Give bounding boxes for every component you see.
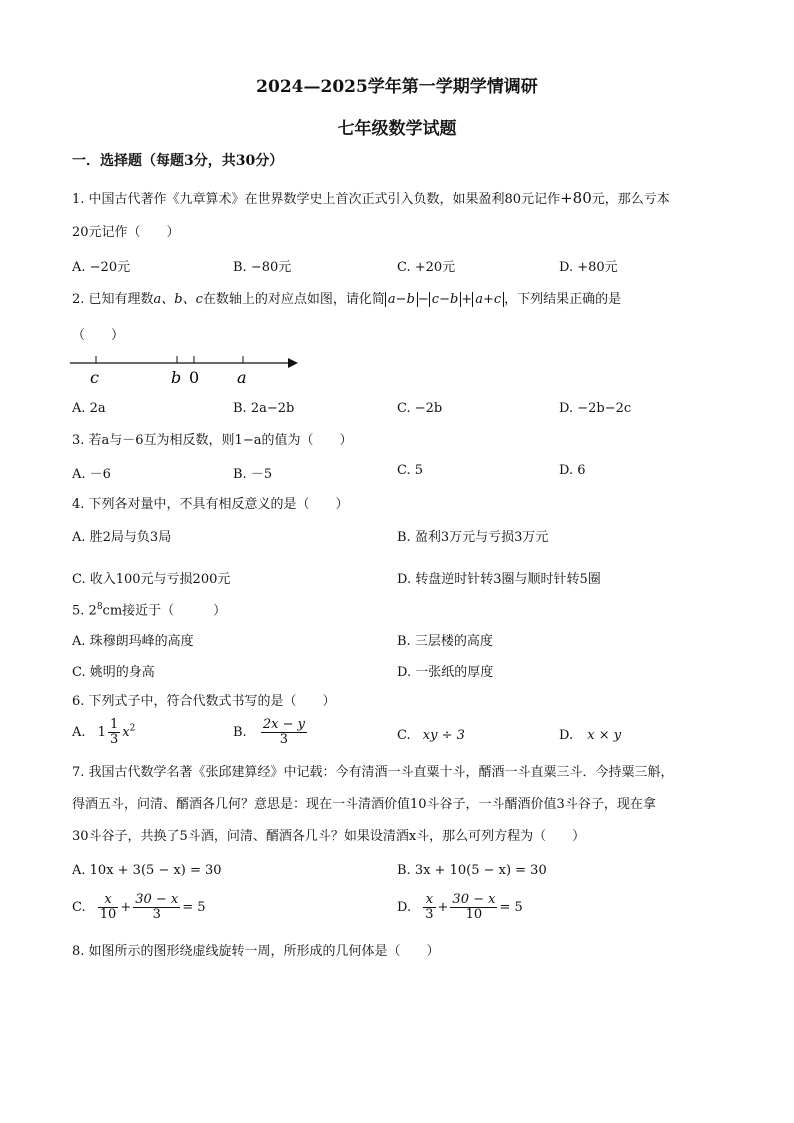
q7-d-d2: 10 [465, 907, 483, 922]
q2-abs-3: a+c [472, 292, 504, 307]
q1-text-b: 元，那么亏本 [591, 192, 670, 207]
q5-option-c[interactable]: C. 姚明的身高 [72, 665, 155, 680]
q7-c-label: C. [72, 900, 86, 915]
q2-abs-2: c−b [429, 292, 462, 307]
q2-option-c[interactable]: C. −2b [397, 401, 443, 416]
question-7-line3: 30斗谷子，共换了5斗酒，问清、醑酒各几斗？如果设清酒x斗，那么可列方程为（ ） [72, 829, 586, 844]
q6-option-d[interactable] [559, 728, 621, 743]
q1-option-b[interactable]: B. −80元 [233, 260, 292, 275]
q6-b-den: 3 [279, 732, 289, 747]
question-6: 6. 下列式子中，符合代数式书写的是（ ） [72, 694, 336, 709]
q7-option-b[interactable]: B. 3x + 10(5 − x) = 30 [397, 863, 547, 878]
q6-a-whole: 1 [97, 725, 106, 740]
q1-option-a[interactable]: A. −20元 [72, 260, 131, 275]
q7-d-n2: 30 − x [452, 892, 496, 907]
q3-option-c[interactable]: C. 5 [397, 463, 424, 478]
q6-a-label: A. [72, 725, 86, 740]
q7-c-frac2 [133, 893, 180, 922]
q3-option-b[interactable]: B. －5 [233, 467, 273, 482]
q5-option-a[interactable]: A. 珠穆朗玛峰的高度 [72, 634, 194, 649]
q6-a-var: x [122, 725, 130, 740]
q6-option-c[interactable] [397, 728, 465, 743]
q7-option-c[interactable]: C. $\frac{x}{10}$ + $\frac{30 - x}{3}$ = 5 [72, 892, 206, 922]
question-7-line1: 7. 我国古代数学名著《张邱建算经》中记载：今有清酒一斗直粟十斗，醑酒一斗直粟三斗．今持粟三斛， [72, 765, 674, 780]
question-2: 2. 已知有理数a、b、c在数轴上的对应点如图，请化简 a−b − c−b + a+c ，下列结果正确的是 [72, 292, 622, 307]
question-7-line2: 得酒五斗，问清、醑酒各几何？意思是：现在一斗清酒价值10斗谷子，一斗醑酒价值3斗谷子，现在拿 [72, 797, 656, 812]
q6-a-exp: 2 [129, 723, 136, 734]
q1-option-d[interactable]: D. +80元 [559, 260, 618, 275]
q7-c-d2: 3 [152, 907, 161, 922]
q2-text-b: 在数轴上的对应点如图，请化简 [202, 292, 385, 307]
q2-text-a: 2. 已知有理数 [72, 292, 154, 307]
q7-option-a[interactable]: A. 10x + 3(5 − x) = 30 [72, 863, 222, 878]
q4-option-a[interactable]: A. 胜2局与负3局 [72, 530, 172, 545]
exam-subtitle: 七年级数学试题 [337, 119, 457, 139]
question-3: 3. 若a与－6互为相反数，则1−a的值为（ ） [72, 433, 353, 448]
q5-exponent: 8 [96, 602, 103, 612]
q5-text-b: cm接近于（ ） [102, 603, 227, 619]
q4-option-c[interactable]: C. 收入100元与亏损200元 [72, 572, 231, 587]
q5-text-a: 5. 2 [72, 603, 97, 619]
q6-b-fraction [261, 718, 307, 747]
q6-option-a[interactable] [72, 718, 135, 747]
label-a: a [237, 368, 247, 387]
number-line [68, 350, 308, 390]
q7-c-rhs: = 5 [182, 900, 206, 915]
label-0: 0 [189, 368, 200, 387]
q1-text-a: 1. 中国古代著作《九章算术》在世界数学史上首次正式引入负数，如果盈利80元记作 [72, 192, 561, 207]
question-2-line2: （ ） [72, 328, 125, 343]
q2-option-b[interactable]: B. 2a−2b [233, 401, 295, 416]
q5-option-d[interactable]: D. 一张纸的厚度 [397, 665, 494, 680]
q6-option-b[interactable] [233, 718, 309, 747]
q6-a-den: 3 [109, 732, 119, 747]
exam-title: 2024—2025学年第一学期学情调研 [256, 77, 538, 97]
label-b: b [171, 368, 182, 387]
q1-option-c[interactable]: C. +20元 [397, 260, 456, 275]
q2-vars: a、b、c [153, 292, 203, 307]
q6-a-fraction [108, 718, 120, 747]
q7-d-frac1 [423, 893, 435, 922]
question-8: 8. 如图所示的图形绕虚线旋转一周，所形成的几何体是（ ） [72, 944, 440, 959]
q6-b-label: B. [233, 725, 247, 740]
q2-text-c: ，下列结果正确的是 [504, 292, 622, 307]
q6-d-label: D. [559, 728, 574, 743]
question-1-line2: 20元记作（ ） [72, 225, 180, 240]
q4-option-b[interactable]: B. 盈利3万元与亏损3万元 [397, 530, 549, 545]
q7-option-d[interactable]: D. $\frac{x}{3}$ + $\frac{30 - x}{10}$ = 5 [397, 892, 523, 922]
section-heading: 一．选择题（每题3分，共30分） [72, 153, 284, 169]
question-1 [72, 189, 722, 209]
q6-c-label: C. [397, 728, 411, 743]
q6-c-expr: xy ÷ 3 [422, 728, 465, 743]
q1-value: +80 [560, 189, 592, 207]
q7-d-n1: x [423, 893, 435, 908]
q2-option-a[interactable]: A. 2a [72, 401, 106, 416]
q6-d-expr: x × y [587, 728, 622, 743]
q7-d-frac2 [450, 893, 497, 922]
q7-d-rhs: = 5 [499, 900, 523, 915]
q7-c-n1: x [98, 893, 119, 908]
label-c: c [90, 368, 99, 387]
arrow-head-icon [288, 358, 298, 368]
question-4: 4. 下列各对量中，不具有相反意义的是（ ） [72, 497, 349, 512]
q3-option-d[interactable]: D. 6 [559, 463, 586, 478]
q3-option-a[interactable]: A. －6 [72, 467, 111, 482]
q6-a-num: 1 [109, 717, 119, 732]
q7-c-d1: 10 [99, 907, 117, 922]
q6-b-num: 2x − y [262, 717, 305, 732]
q7-d-d1: 3 [425, 907, 434, 922]
question-5 [72, 598, 722, 620]
q7-c-frac1 [98, 893, 119, 922]
q4-option-d[interactable]: D. 转盘逆时针转3圈与顺时针转5圈 [397, 572, 601, 587]
q7-c-n2: 30 − x [135, 892, 179, 907]
q5-option-b[interactable]: B. 三层楼的高度 [397, 634, 493, 649]
q2-abs-1: a−b [385, 292, 418, 307]
q2-option-d[interactable]: D. −2b−2c [559, 401, 632, 416]
q7-d-label: D. [397, 900, 412, 915]
